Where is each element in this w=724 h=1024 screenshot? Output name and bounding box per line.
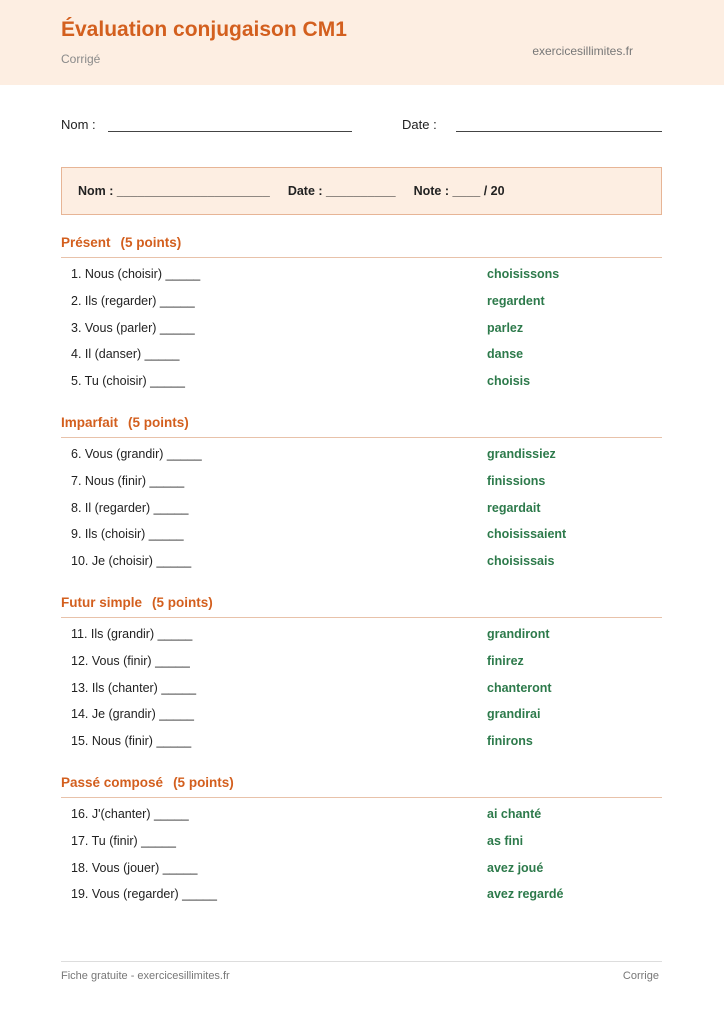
- question-text: 8. Il (regarder) _____: [71, 500, 189, 515]
- student-name-line: [61, 117, 352, 132]
- question-text: 6. Vous (grandir) _____: [71, 447, 202, 461]
- grade-date-field: Date : __________: [287, 184, 396, 198]
- answer-text: grandiront: [487, 627, 550, 641]
- question-text: 2. Ils (regarder) _____: [71, 293, 195, 308]
- answer-text: finirez: [487, 653, 524, 668]
- footer-right-text: Corrige: [622, 970, 659, 982]
- grade-note-field: Note : ____ / 20: [413, 184, 505, 198]
- answer-text: danse: [487, 347, 524, 362]
- student-date-label: Date :: [402, 117, 437, 132]
- answer-text: as fini: [487, 833, 524, 848]
- section-points: (5 points): [128, 415, 189, 430]
- section-points: (5 points): [173, 775, 234, 790]
- question-text: 15. Nous (finir) _____: [71, 734, 192, 749]
- page-title: Évaluation conjugaison CM1: [61, 18, 347, 41]
- section-points: (5 points): [152, 595, 213, 610]
- question-text: 11. Ils (grandir) _____: [71, 627, 193, 641]
- question-text: 12. Vous (finir) _____: [71, 653, 190, 668]
- page-header: [0, 0, 724, 85]
- question-text: 1. Nous (choisir) _____: [71, 267, 201, 281]
- answer-text: grandissiez: [487, 447, 556, 461]
- answer-text: choisissais: [487, 554, 555, 569]
- answer-text: regardent: [487, 293, 545, 308]
- answer-text: choisissaient: [487, 527, 567, 542]
- section-heading: [61, 775, 662, 798]
- question-text: 16. J'(chanter) _____: [71, 807, 189, 821]
- answer-text: avez joué: [487, 860, 544, 875]
- question-text: 17. Tu (finir) _____: [71, 833, 176, 848]
- answer-text: avez regardé: [487, 887, 564, 902]
- question-text: 9. Ils (choisir) _____: [71, 527, 184, 542]
- answer-text: regardait: [487, 500, 541, 515]
- question-text: 14. Je (grandir) _____: [71, 707, 194, 722]
- section-heading: [61, 415, 662, 438]
- question-text: 5. Tu (choisir) _____: [71, 374, 185, 389]
- answer-text: choisissons: [487, 267, 560, 281]
- question-text: 4. Il (danser) _____: [71, 347, 180, 362]
- answer-text: ai chanté: [487, 807, 542, 821]
- question-text: 10. Je (choisir) _____: [71, 554, 192, 569]
- student-date-line: [402, 117, 662, 132]
- site-name: exercicesillimites.fr: [532, 44, 633, 58]
- answer-text: parlez: [487, 320, 524, 335]
- section-title: Imparfait: [61, 415, 119, 430]
- answer-text: finissions: [487, 473, 546, 488]
- answer-text: finirons: [487, 734, 533, 749]
- question-text: 3. Vous (parler) _____: [71, 320, 195, 335]
- footer-left-text: Fiche gratuite - exercicesillimites.fr: [61, 970, 230, 982]
- page-subtitle: Corrigé: [61, 52, 101, 66]
- section-heading: [61, 235, 662, 258]
- student-date-blank: [456, 119, 662, 132]
- section-title: Futur simple: [61, 595, 143, 610]
- section-points: (5 points): [120, 235, 182, 250]
- answer-text: grandirai: [487, 707, 541, 722]
- student-name-label: Nom :: [61, 117, 96, 132]
- section-title: Passé composé: [61, 775, 164, 790]
- answer-text: chanteront: [487, 680, 552, 695]
- question-text: 19. Vous (regarder) _____: [71, 887, 217, 902]
- section-heading: [61, 595, 662, 618]
- grade-name-field: Nom : ______________________: [78, 184, 270, 198]
- question-text: 13. Ils (chanter) _____: [71, 680, 197, 695]
- grade-box: [61, 167, 662, 215]
- question-text: 18. Vous (jouer) _____: [71, 860, 198, 875]
- question-text: 7. Nous (finir) _____: [71, 473, 185, 488]
- section-title: Présent: [61, 235, 111, 250]
- student-name-blank: [108, 119, 352, 132]
- footer-divider: [61, 961, 662, 962]
- answer-text: choisis: [487, 374, 531, 389]
